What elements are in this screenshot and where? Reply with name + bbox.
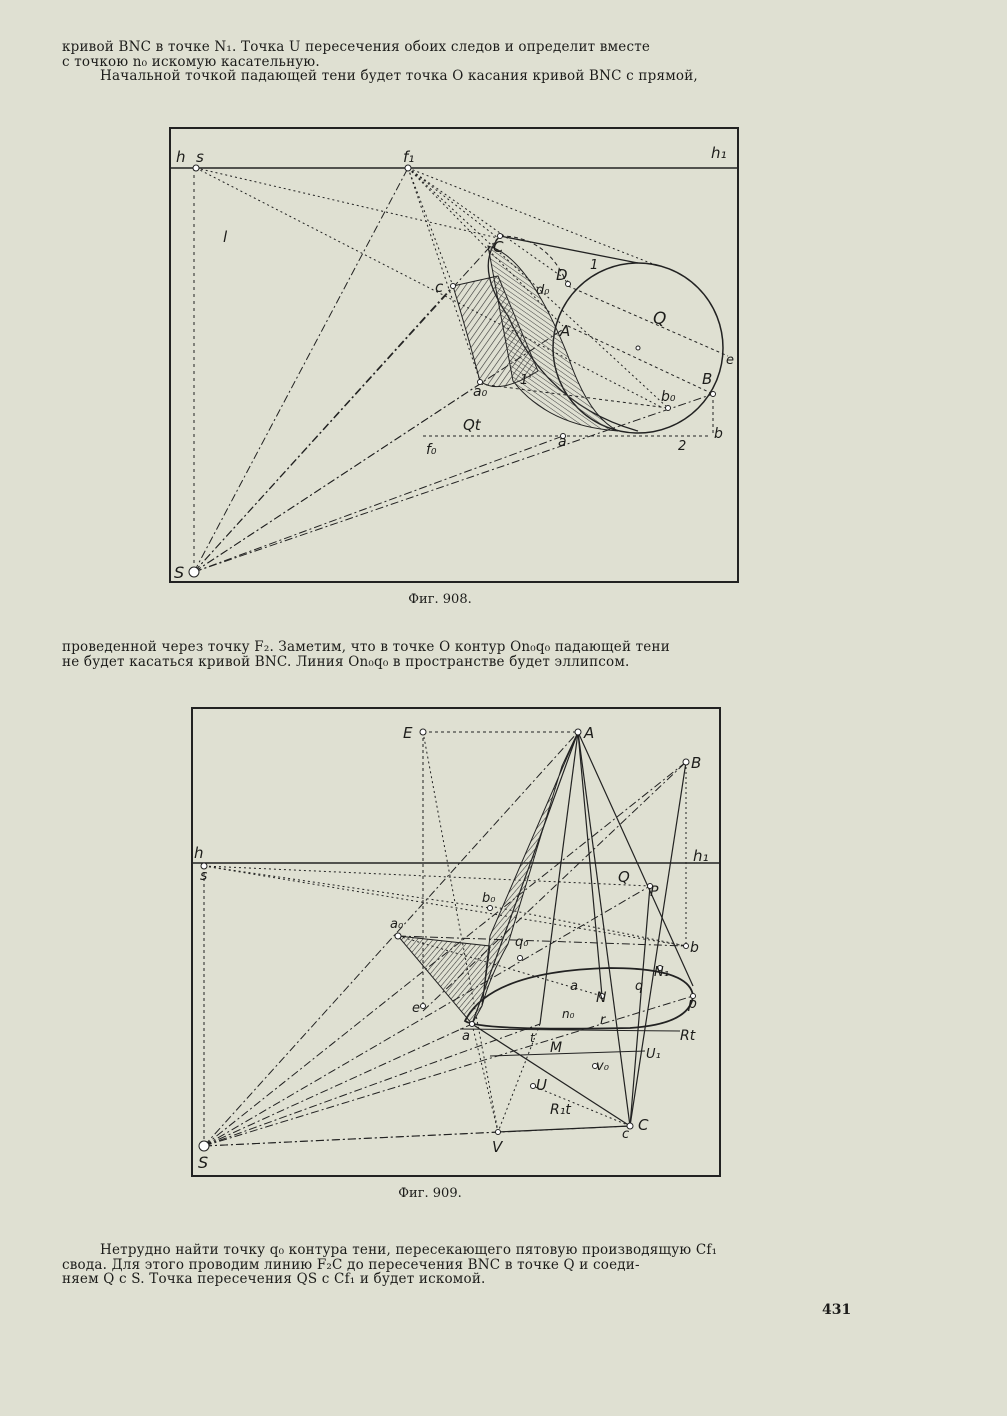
- fig909-label-s: s: [200, 868, 208, 884]
- text-line: кривой BNC в точке N₁. Точка U пересечения обоих следов и определит вместе: [62, 39, 651, 55]
- bottom-paragraph: [62, 1243, 867, 1287]
- fig908-label-S: S: [174, 563, 185, 582]
- fig908-label-b: b: [714, 426, 723, 442]
- fig909-label-Rt: Rt: [680, 1028, 696, 1044]
- fig909-label-P: P: [650, 884, 659, 900]
- fig908-label-Q: Q: [653, 309, 667, 329]
- fig909-label-v0: v₀: [596, 1059, 609, 1074]
- fig909-label-Q: Q: [618, 868, 630, 886]
- fig909-label-N1: N₁: [654, 965, 669, 980]
- fig909-label-h1: h₁: [693, 847, 709, 865]
- fig909-label-b: b: [690, 940, 699, 956]
- figure-909: [190, 706, 722, 1178]
- fig909-label-a: a: [570, 979, 578, 994]
- text-line: с точкою n₀ искомую касательную.: [62, 53, 320, 70]
- fig909-label-A: A: [584, 724, 595, 742]
- middle-paragraph: [62, 640, 867, 669]
- page-number: 431: [822, 1302, 852, 1318]
- fig908-label-d0: d₀: [536, 283, 550, 298]
- fig908-label-A: A: [560, 322, 571, 340]
- text-line: няем Q с S. Точка пересечения QS с Cf₁ и будет искомой.: [62, 1271, 486, 1287]
- fig909-label-a0: a₀: [390, 917, 404, 932]
- fig908-label-h1: h₁: [711, 144, 727, 162]
- fig909-label-p: p: [688, 996, 697, 1012]
- fig908-label-two: 2: [678, 439, 687, 454]
- fig908-label-f1: f₁: [403, 148, 415, 166]
- fig909-label-q: q: [635, 979, 644, 994]
- fig909-label-N: N: [596, 990, 607, 1006]
- fig908-label-s: s: [196, 148, 204, 166]
- fig909-label-b0: b₀: [482, 891, 496, 906]
- text-line: свода. Для этого проводим линию F₂C до пересечения BNC в точке Q и соеди-: [62, 1256, 640, 1273]
- fig908-label-f0: f₀: [426, 442, 437, 458]
- fig908-label-a0: a₀: [473, 384, 488, 400]
- text-line: Нетрудно найти точку q₀ контура тени, пересекающего пятовую производящую Cf₁: [100, 1242, 718, 1258]
- fig908-label-one: 1: [590, 258, 599, 273]
- fig908-label-D: D: [556, 266, 568, 284]
- figure-908-caption: Фиг. 908.: [408, 592, 472, 607]
- text-line: Начальной точкой падающей тени будет точка O касания кривой BNC с прямой,: [100, 68, 698, 84]
- fig909-label-V: V: [492, 1138, 503, 1156]
- fig909-label-R1t: R₁t: [550, 1102, 571, 1118]
- figure-908: [168, 126, 740, 584]
- fig908-label-h: h: [176, 148, 186, 166]
- fig909-label-r: r: [600, 1013, 606, 1028]
- fig909-label-B: B: [691, 754, 702, 772]
- fig908-label-C: C: [493, 238, 504, 256]
- fig908-label-l: l: [223, 228, 228, 246]
- fig908-label-e: e: [726, 353, 734, 368]
- fig908-label-b0: b₀: [661, 389, 676, 405]
- fig908-label-c: c: [435, 278, 444, 296]
- fig908-label-Qt: Qt: [463, 416, 481, 434]
- text-line: проведенной через точку F₂. Заметим, что в точке O контур On₀q₀ падающей тени: [62, 639, 670, 655]
- fig908-label-a: a: [558, 434, 567, 450]
- fig909-label-U: U: [536, 1076, 547, 1094]
- fig909-label-c: c: [622, 1127, 630, 1142]
- fig909-label-E: E: [403, 724, 413, 742]
- fig908-label-B: B: [702, 370, 713, 388]
- fig909-label-t: t: [530, 1031, 535, 1045]
- fig909-label-C: C: [638, 1116, 649, 1134]
- fig909-label-M: M: [550, 1040, 563, 1056]
- fig909-label-e: e: [412, 1001, 420, 1016]
- fig909-label-q0: q₀: [515, 935, 529, 950]
- text-line: не будет касаться кривой BNC. Линия On₀q₀ в пространстве будет эллипсом.: [62, 653, 630, 670]
- fig909-label-S: S: [198, 1153, 209, 1172]
- fig909-label-h: h: [194, 844, 204, 862]
- fig908-label-onep: 1': [520, 373, 532, 388]
- fig909-label-a2: a: [462, 1029, 470, 1044]
- top-paragraph: [62, 40, 867, 84]
- fig909-label-n0: n₀: [562, 1007, 575, 1021]
- fig909-label-U1: U₁: [646, 1047, 661, 1062]
- figure-909-caption: Фиг. 909.: [398, 1186, 462, 1201]
